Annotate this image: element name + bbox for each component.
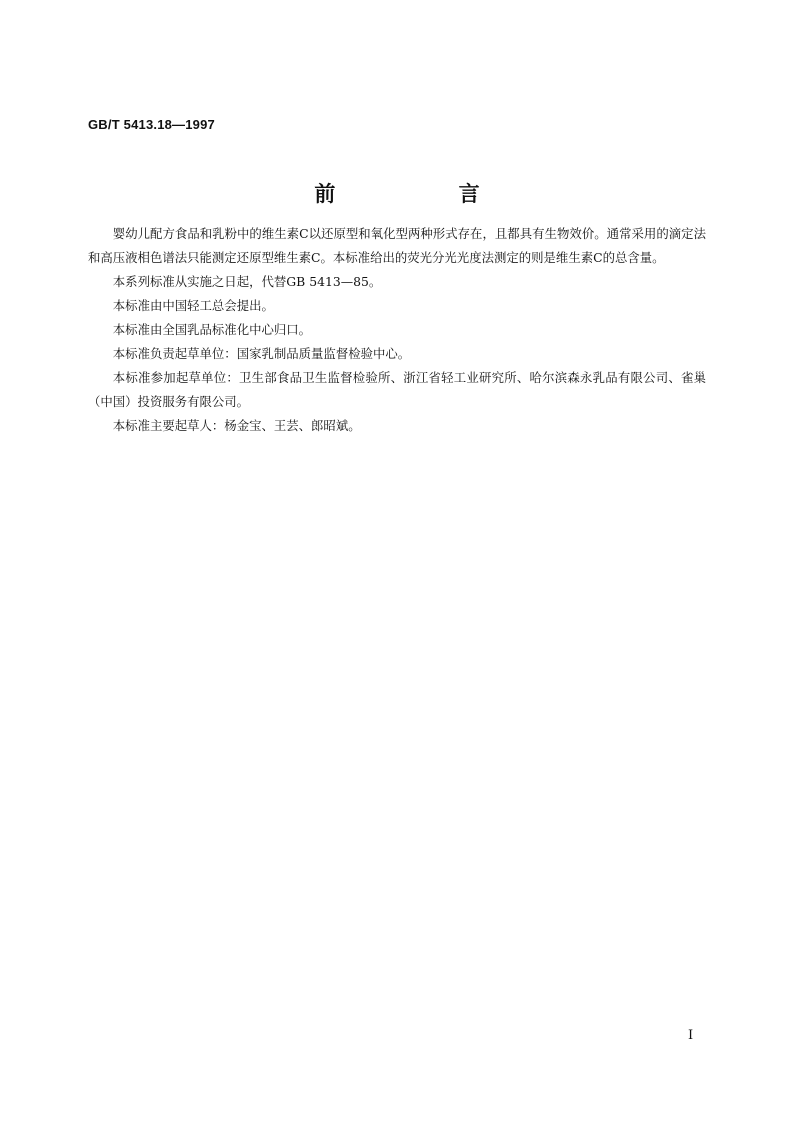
page-title: 前 言 — [314, 182, 538, 206]
foreword-body — [88, 222, 706, 438]
paragraph-centralized-by: 本标准由全国乳品标准化中心归口。 — [112, 322, 312, 337]
paragraph-drafting-unit: 本标准负责起草单位：国家乳制品质量监督检验中心。 — [112, 346, 411, 361]
page-number: I — [688, 1028, 694, 1043]
paragraph-participating-units: 本标准参加起草单位：卫生部食品卫生监督检验所、浙江省轻工业研究所、哈尔滨森永乳品有限公司、雀巢（中国）投资服务有限公司。 — [88, 370, 706, 409]
paragraph-proposed-by: 本标准由中国轻工总会提出。 — [112, 298, 274, 313]
paragraph-replaces-standard: 本系列标准从实施之日起，代替GB 5413—85。 — [112, 274, 382, 289]
standard-code: GB/T 5413.18—1997 — [88, 117, 215, 132]
paragraph-main-drafters: 本标准主要起草人：杨金宝、王芸、郎昭斌。 — [112, 418, 361, 433]
paragraph-vitamin-c-intro: 婴幼儿配方食品和乳粉中的维生素C以还原型和氧化型两种形式存在，且都具有生物效价。通常采用的滴定法和高压液相色谱法只能测定还原型维生素C。本标准给出的荧光分光光度法测定的则是维生素C的总含量。 — [88, 226, 706, 265]
